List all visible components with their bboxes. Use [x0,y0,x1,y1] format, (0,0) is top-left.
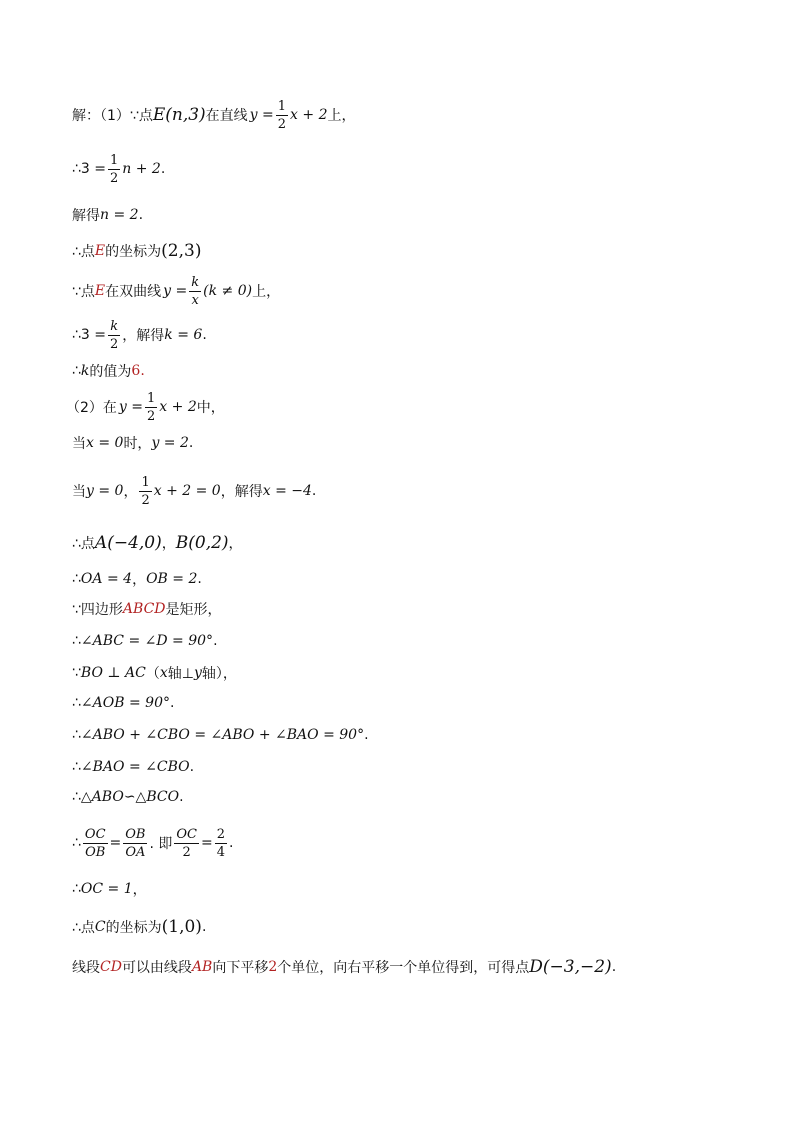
line-17: ∴ ∠ABO + ∠CBO = ∠ABO + ∠BAO = 90° . [72,727,369,743]
line-3: 解得 n = 2 . [72,207,144,224]
line-8: （2）在 y = $\frac{1}{2}$ x + 2 中， [66,390,225,424]
line-12: ∴ OA = 4 ， OB = 2 . [72,571,202,588]
line-7: ∴ k 的值为 6. [72,363,145,380]
line-10: 当 y = 0 ， $\frac{1}{2}$ x + 2 = 0 ，解得 x = −4 . [72,474,317,508]
fraction: $\frac{OB}{OA}$ [125,826,146,860]
fraction: $\frac{1}{2}$ [141,474,150,508]
line-9: 当 x = 0 时， y = 2 . [72,435,194,452]
line-1: 解：（1）∵点 E(n,3) 在直线 y = $\frac{1}{2}$ x + 2 上， [72,98,356,132]
fraction: $\frac{1}{2}$ [110,152,119,186]
line-19: ∴ △ABO∽△BCO . [72,789,184,805]
fraction: $\frac{k}{2}$ [110,318,119,352]
fraction: $\frac{1}{2}$ [147,390,156,424]
line-21: ∴ OC = 1 ， [72,881,147,898]
line-22: ∴点 C 的坐标为 (1,0) . [72,917,207,937]
line-18: ∴ ∠BAO = ∠CBO . [72,759,195,775]
line-15: ∵ BO ⊥ AC （ x 轴⊥ y 轴）， [72,665,237,682]
line-20: ∴ $\frac{OC}{OB}$ = $\frac{OB}{OA}$ . 即 $\frac{OC}{2}$ = $\frac{2}{4}$ . [72,826,234,860]
line-5: ∵点 E 在双曲线 y = $\frac{k}{x}$ (k ≠ 0) 上， [72,274,281,308]
fraction: $\frac{OC}{OB}$ [84,826,106,860]
line-23: 线段 CD 可以由线段 AB 向下平移 2 个单位，向右平移一个单位得到，可得点 D(−3,−2) . [72,957,617,977]
line-2: ∴3 = $\frac{1}{2}$ n + 2 . [72,152,166,186]
line-13: ∵四边形 ABCD 是矩形， [72,601,222,618]
fraction: $\frac{1}{2}$ [277,98,287,132]
fraction: $\frac{2}{4}$ [216,826,226,860]
line-6: ∴3 = $\frac{k}{2}$ ，解得 k = 6 . [72,318,207,352]
line-16: ∴ ∠AOB = 90° . [72,695,175,711]
line-4: ∴点 E 的坐标为 (2,3) [72,241,202,261]
fraction: $\frac{k}{x}$ [191,274,200,308]
line-14: ∴ ∠ABC = ∠D = 90° . [72,633,218,649]
fraction: $\frac{OC}{2}$ [176,826,197,860]
line-11: ∴点 A(−4,0) ， B(0,2) ， [72,533,243,553]
